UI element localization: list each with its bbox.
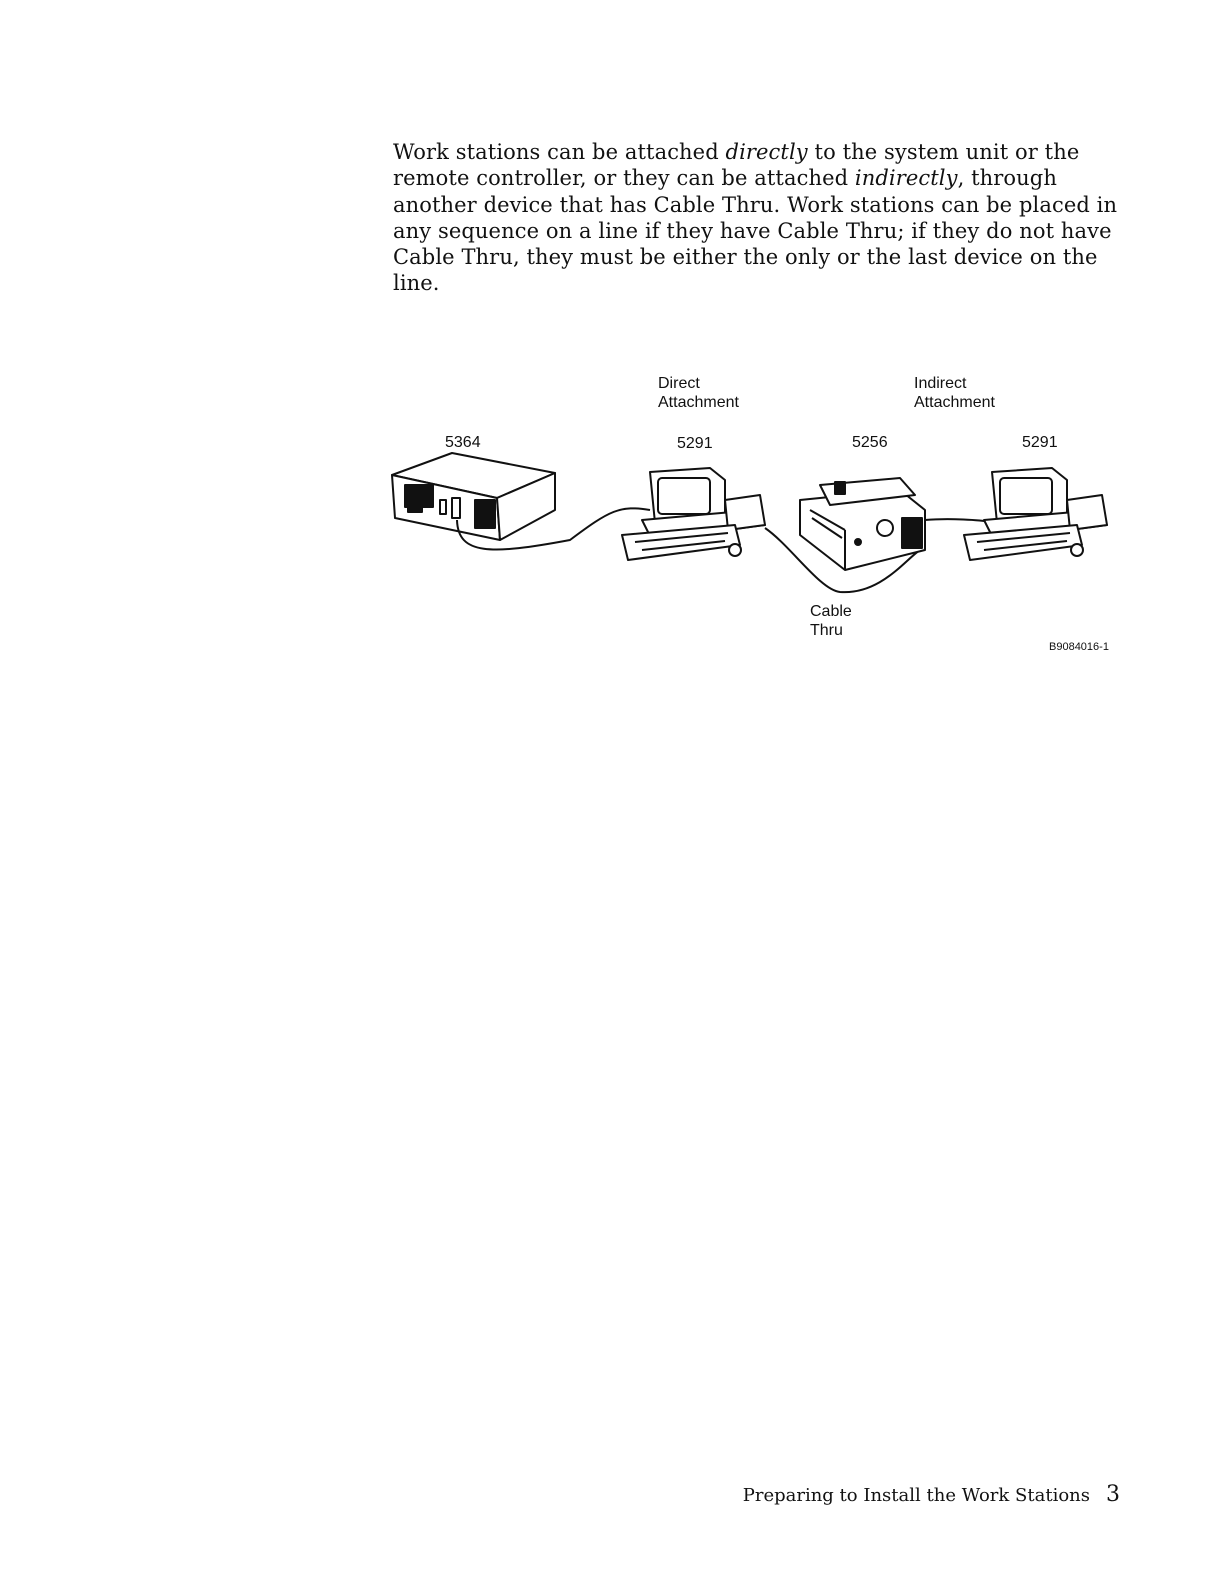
work-station-5291-b-drawing	[964, 468, 1107, 560]
cable-indirect	[925, 519, 992, 522]
attachment-illustration	[380, 360, 1140, 670]
figure-id: B9084016-1	[1049, 641, 1109, 653]
page-number: 3	[1106, 1482, 1120, 1507]
attachment-figure	[380, 360, 1140, 670]
device-label-5291-a: 5291	[677, 435, 713, 452]
page-footer	[743, 1482, 1120, 1507]
body-text-1: Work stations can be attached	[393, 140, 726, 164]
device-label-5256: 5256	[852, 434, 888, 451]
body-paragraph	[393, 139, 1133, 297]
body-text-2: to the system unit or the remote controller, or they can be attached	[393, 140, 1080, 191]
body-text-3: , through another device that has Cable Thru. Work stations can be placed in any sequence on a line if they have Cable Thru; if they do not have Cable Thru, they must be either the only or the last device on the line.	[393, 166, 1118, 296]
indirect-attachment-label: Indirect Attachment	[914, 375, 995, 411]
direct-attachment-label: Direct Attachment	[658, 375, 739, 411]
cable-thru-label: Cable Thru	[810, 603, 852, 639]
body-text-italic-indirectly: indirectly	[854, 166, 958, 191]
device-label-5291-b: 5291	[1022, 434, 1058, 451]
body-text-italic-directly: directly	[725, 140, 808, 164]
device-label-5364: 5364	[445, 434, 481, 451]
system-unit-5364-drawing	[392, 453, 555, 540]
printer-5256-drawing	[800, 478, 925, 570]
work-station-5291-a-drawing	[622, 468, 765, 560]
footer-title: Preparing to Install the Work Stations	[742, 1485, 1090, 1506]
